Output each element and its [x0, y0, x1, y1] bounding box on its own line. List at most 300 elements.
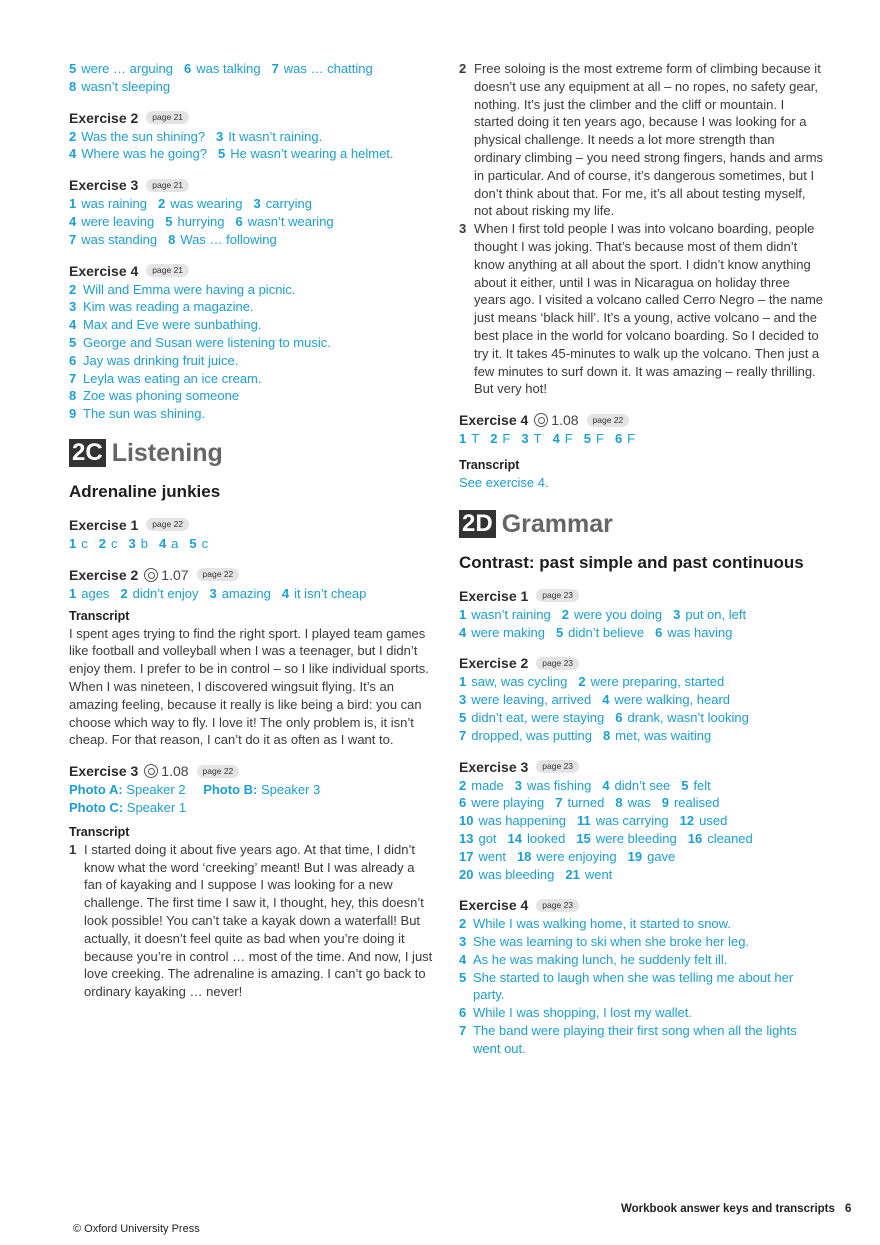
answer-number: 20 [459, 866, 474, 882]
answer-number: 6 [235, 213, 243, 229]
page-badge: page 23 [536, 657, 579, 670]
answer-item [459, 813, 566, 828]
answer-item [459, 849, 506, 864]
answer-text: was fishing [527, 777, 592, 793]
photo-c-label: Photo C: [69, 799, 124, 815]
answer-line [69, 535, 434, 553]
answer-item [128, 536, 147, 551]
exercise-heading [459, 757, 824, 777]
answer-item [69, 146, 207, 161]
answer-number: 5 [69, 61, 77, 76]
answer-number: 6 [184, 61, 192, 76]
answer-text: was wearing [170, 196, 243, 212]
answer-lines [459, 430, 824, 448]
answer-item [459, 710, 604, 725]
section-badge: 2C [69, 439, 106, 467]
answer-text: drank, wasn’t looking [627, 709, 749, 725]
answer-number: 4 [459, 951, 467, 967]
answer-text: was carrying [595, 813, 669, 829]
answer-number: 3 [673, 606, 681, 622]
answer-number: 4 [158, 535, 167, 551]
exercise-title: Exercise 2 [69, 109, 139, 126]
answer-number: 1 [459, 431, 467, 447]
list-item [459, 1022, 824, 1058]
answer-number: 6 [614, 431, 623, 447]
answer-line [69, 78, 434, 96]
answer-text: F [595, 431, 604, 447]
answer-item [673, 607, 746, 622]
answer-text: As he was making lunch, he suddenly felt ill. [473, 951, 728, 967]
paragraph-text: When I first told people I was into volcano boarding, people thought I was joking. That’s because most of them didn’t know anything at all about the sport. I didn’t know anything about it either, until I was in Nicaragua on holiday three years ago. I visited a volcano called Cerro Negro – the name just means ‘black hill’. It’s a young, active volcano – and the best place in the world for volcano boarding. So I decided to try it. It takes 45-minutes to walk up the volcano. Then just a few minutes to surf down it. It was amazing – really thrilling. But very hot! [474, 221, 824, 397]
answer-item [69, 129, 205, 144]
answer-lines [459, 606, 824, 642]
answer-item [189, 536, 208, 551]
answer-number: 1 [69, 535, 77, 551]
exercise-title: Exercise 2 [69, 566, 139, 583]
section-title: Listening [111, 438, 223, 467]
answer-item [688, 831, 753, 846]
answer-lines [69, 128, 434, 164]
exercise-heading [459, 410, 824, 430]
answer-text: looked [527, 830, 566, 846]
answer-text: Will and Emma were having a picnic. [83, 281, 296, 297]
answer-number: 5 [189, 535, 197, 551]
answer-number: 4 [69, 146, 77, 162]
answer-number: 3 [209, 585, 217, 601]
answer-item [555, 795, 604, 810]
transcript-heading: Transcript [69, 824, 130, 839]
answer-item [459, 778, 504, 793]
answer-number: 4 [459, 624, 467, 640]
answer-item [556, 625, 644, 640]
answer-line [459, 794, 824, 812]
answer-lines [69, 195, 434, 248]
answer-list [69, 281, 434, 423]
paragraph-number: 2 [459, 61, 467, 76]
answer-item [69, 61, 173, 76]
answer-text: Was the sun shining? [81, 128, 206, 144]
answer-text: While I was shopping, I lost my wallet. [473, 1005, 692, 1021]
page-badge: page 21 [146, 111, 189, 124]
answer-text: She started to laugh when she was telling me about her party. [473, 969, 794, 1003]
answer-line [459, 727, 824, 745]
answer-text: It wasn’t raining. [228, 128, 323, 144]
answer-item [602, 692, 730, 707]
exercise-2-block [69, 108, 434, 164]
answer-number: 1 [69, 196, 77, 212]
answer-line [69, 585, 434, 603]
answer-line [69, 145, 434, 163]
answer-lines [69, 585, 434, 603]
answer-line [459, 606, 824, 624]
answer-number: 3 [128, 535, 136, 551]
answer-text: were bleeding [595, 830, 677, 846]
answer-item [565, 867, 612, 882]
answer-line [459, 624, 824, 642]
answer-line [459, 673, 824, 691]
answer-line [459, 830, 824, 848]
answer-line [69, 213, 434, 231]
answer-text: c [201, 535, 209, 551]
exercise-heading [459, 586, 824, 606]
answer-number: 7 [69, 231, 77, 247]
answer-number: 9 [661, 795, 669, 811]
answer-text: put on, left [685, 606, 747, 622]
answer-number: 2 [459, 916, 467, 932]
grammar-exercise-1-block [459, 586, 824, 642]
exercise-title: Exercise 2 [459, 655, 529, 672]
listening-exercise-3-block [69, 761, 434, 1001]
answer-line [459, 866, 824, 884]
answer-item [99, 536, 118, 551]
grammar-exercise-4-block [459, 895, 824, 1057]
answer-text: hurrying [177, 213, 225, 229]
answer-number: 6 [459, 795, 467, 811]
answer-text: was happening [478, 813, 566, 829]
grammar-exercise-2-block [459, 653, 824, 744]
audio-track [144, 761, 188, 781]
answer-text: went [478, 848, 506, 864]
answer-item [459, 867, 554, 882]
answer-item [508, 831, 566, 846]
answer-number: 6 [615, 709, 623, 725]
answer-number: 1 [459, 606, 467, 622]
answer-text: wasn’t raining [471, 606, 551, 622]
answer-item [553, 431, 573, 446]
answer-number: 4 [602, 777, 610, 793]
exercise-heading [69, 515, 434, 535]
answer-number: 19 [627, 848, 643, 864]
answer-item [603, 728, 711, 743]
copyright: © Oxford University Press [73, 1223, 200, 1235]
answer-number: 2 [578, 674, 586, 690]
answer-text: were making [471, 624, 545, 640]
answer-number: 8 [602, 727, 611, 743]
list-item [69, 298, 434, 316]
answer-text: got [478, 830, 497, 846]
audio-track-number: 1.07 [161, 566, 189, 583]
answer-text: were leaving, arrived [471, 692, 592, 708]
answer-text: saw, was cycling [471, 674, 568, 690]
answer-number: 15 [576, 830, 591, 846]
listening-exercise-4-block [459, 410, 824, 492]
answer-text: were you doing [573, 606, 663, 622]
answer-number: 2 [120, 585, 128, 601]
answer-number: 7 [555, 795, 563, 811]
answer-item [69, 79, 170, 94]
answer-number: 8 [615, 795, 623, 811]
answer-text: were playing [471, 795, 545, 811]
answer-number: 5 [459, 709, 467, 725]
answer-number: 2 [561, 606, 569, 622]
transcript-text: I spent ages trying to find the right sport. I played team games like football and volleyball when I was a teenager, but I didn’t enjoy them. I prefer to be in control – so I like individual sports. When I was nineteen, I discovered wingsuit flying. It’s an amazing feeling, because it really is like being a bird: you can choose which way to fly. I love it! The only problem is, it isn’t cheap. For that reason, I can’t do it as often as I want to. [69, 625, 429, 748]
left-column [69, 60, 434, 1013]
answer-number: 3 [216, 128, 224, 144]
answer-number: 4 [602, 692, 610, 708]
answer-item [69, 196, 147, 211]
answer-item [69, 232, 157, 247]
answer-item [218, 146, 394, 161]
exercise-heading [69, 261, 434, 281]
answer-line [459, 812, 824, 830]
answer-text: was bleeding [478, 866, 555, 882]
answer-item [521, 431, 541, 446]
answer-line [459, 691, 824, 709]
answer-text: gave [647, 848, 676, 864]
answer-text: The band were playing their first song when all the lights went out. [473, 1023, 797, 1056]
answer-item [459, 795, 544, 810]
answer-text: Max and Eve were sunbathing. [83, 317, 262, 333]
answer-item [120, 586, 198, 601]
answer-number: 5 [217, 146, 226, 162]
exercise-1-answers-continued [69, 60, 434, 96]
section-heading-2c [69, 439, 434, 467]
answer-number: 7 [69, 370, 77, 386]
answer-number: 5 [459, 969, 467, 985]
answer-text: a [171, 535, 179, 551]
paragraph-text: I started doing it about five years ago. At that time, I didn’t know what the word ‘creeking’ meant! But I was already a fan of kayaking and I suppose I was looking for a new challenge. The first time I saw it, I thought, hey, this doesn’t look possible! You can’t take a kayak down a waterfall! But actually, it doesn’t feel quite as bad when you’re doing it because you’re in control … most of the time. And now, I just love creeking. The adrenaline is amazing. I can’t go back to ordinary kayaking … never! [84, 841, 433, 1000]
photo-answers-line [69, 781, 434, 799]
footer-title: Workbook answer keys and transcripts [621, 1203, 835, 1215]
answer-number: 3 [69, 299, 77, 315]
page-badge: page 23 [536, 760, 579, 773]
answer-text: didn’t eat, were staying [471, 709, 605, 725]
answer-item [515, 778, 592, 793]
audio-track [534, 410, 578, 430]
answer-text: c [110, 535, 118, 551]
answer-item [517, 849, 617, 864]
answer-item [209, 586, 270, 601]
exercise-title: Exercise 3 [69, 177, 139, 194]
answer-text: were … arguing [81, 61, 174, 76]
answer-lines [459, 673, 824, 744]
answer-text: cleaned [707, 830, 753, 846]
exercise-heading [459, 895, 824, 915]
answer-text: carrying [265, 196, 312, 212]
exercise-heading [69, 175, 434, 195]
paragraph-text: Free soloing is the most extreme form of climbing because it doesn’t use any equipment at all – no ropes, no safety gear, nothing. It’s just the climber and the cliff or mountain. I started doing it ten years ago, because I was looking for a physical challenge. It needs a lot more strength than ordinary climbing – you need strong fingers, hands and arms in particular. And of course, it’s dangerous sometimes, but I don’t think about that. For me, it’s all about testing myself, not about risking my life. [474, 61, 824, 219]
page-number: 6 [845, 1203, 852, 1215]
answer-text: was talking [196, 61, 261, 76]
answer-text: went [584, 866, 613, 882]
list-item [69, 370, 434, 388]
answer-item [282, 586, 367, 601]
answer-line [69, 231, 434, 249]
answer-item [272, 61, 373, 76]
page-badge: page 22 [587, 414, 630, 427]
answer-item [578, 674, 724, 689]
answer-text: wasn’t wearing [247, 213, 334, 229]
answer-text: Leyla was eating an ice cream. [83, 370, 262, 386]
answer-number: 1 [459, 674, 467, 690]
answer-item [69, 214, 154, 229]
answer-number: 2 [69, 128, 77, 144]
answer-item [584, 431, 604, 446]
answer-number: 3 [514, 777, 522, 793]
answer-item [459, 674, 567, 689]
answer-text: T [471, 431, 480, 447]
answer-line [459, 848, 824, 866]
answer-text: didn’t enjoy [132, 585, 199, 601]
page-badge: page 23 [536, 899, 579, 912]
page-badge: page 23 [536, 589, 579, 602]
audio-track-number: 1.08 [551, 412, 579, 429]
answer-item [680, 813, 728, 828]
answer-text: The sun was shining. [83, 406, 206, 422]
photo-a-answer: Speaker 2 [126, 782, 186, 798]
answer-item [628, 849, 676, 864]
answer-number: 2 [69, 281, 77, 297]
answer-item [576, 831, 676, 846]
answer-lines [69, 535, 434, 553]
answer-text: Jay was drinking fruit juice. [83, 352, 239, 368]
answer-line [69, 60, 434, 78]
answer-number: 2 [459, 777, 467, 793]
page-badge: page 22 [146, 518, 189, 531]
answer-item [459, 431, 479, 446]
answer-number: 16 [687, 830, 703, 846]
answer-text: met, was waiting [615, 727, 712, 743]
answer-text: realised [673, 795, 720, 811]
answer-text: were walking, heard [614, 692, 731, 708]
answer-number: 6 [69, 352, 77, 368]
list-item [69, 405, 434, 423]
answer-line [459, 777, 824, 795]
answer-item [216, 129, 322, 144]
answer-text: George and Susan were listening to music. [83, 334, 331, 350]
audio-track [144, 565, 188, 585]
answer-text: dropped, was putting [471, 727, 592, 743]
answer-item [577, 813, 669, 828]
answer-item [655, 625, 732, 640]
answer-item [459, 692, 591, 707]
answer-text: didn’t believe [568, 624, 645, 640]
page-badge: page 22 [197, 765, 240, 778]
list-item [69, 316, 434, 334]
answer-number: 4 [552, 431, 560, 447]
answer-item [615, 795, 650, 810]
exercise-title: Exercise 1 [69, 516, 139, 533]
answer-item [235, 214, 333, 229]
page-badge: page 22 [197, 568, 240, 581]
exercise-heading [69, 565, 434, 585]
answer-number: 6 [655, 624, 663, 640]
answer-item [615, 431, 635, 446]
cd-audio-icon [534, 413, 548, 427]
answer-text: F [564, 431, 573, 447]
answer-line [69, 128, 434, 146]
answer-text: felt [693, 777, 711, 793]
answer-text: She was learning to ski when she broke her leg. [473, 934, 750, 950]
answer-text: it isn’t cheap [294, 585, 367, 601]
answer-number: 10 [459, 813, 474, 829]
exercise-title: Exercise 1 [459, 587, 529, 604]
transcript-paragraph [459, 220, 824, 398]
audio-track-number: 1.08 [161, 763, 189, 780]
paragraph-number: 1 [69, 841, 77, 857]
answer-number: 4 [69, 213, 77, 229]
section-subtitle: Adrenaline junkies [69, 481, 221, 501]
answer-line [459, 430, 824, 448]
answer-text: F [627, 431, 636, 447]
answer-number: 14 [507, 830, 523, 846]
transcript-paragraph [69, 841, 434, 1001]
answer-text: were preparing, started [590, 674, 725, 690]
answer-number: 5 [165, 213, 173, 229]
answer-item [459, 728, 592, 743]
paragraph-number: 3 [459, 221, 467, 237]
page-badge: page 21 [146, 179, 189, 192]
answer-text: Where was he going? [81, 146, 207, 162]
answer-item [602, 778, 670, 793]
answer-number: 4 [281, 585, 290, 601]
section-badge: 2D [459, 510, 496, 538]
answer-number: 8 [168, 231, 176, 247]
answer-text: Zoe was phoning someone [83, 388, 240, 404]
list-item [69, 387, 434, 405]
answer-number: 7 [459, 1023, 467, 1039]
answer-item [681, 778, 711, 793]
transcript-reference: See exercise 4. [459, 474, 549, 490]
cd-audio-icon [144, 764, 158, 778]
answer-number: 6 [459, 1005, 467, 1021]
section-title: Grammar [501, 509, 613, 538]
answer-number: 8 [69, 78, 77, 94]
answer-number: 2 [490, 431, 498, 447]
answer-number: 5 [583, 431, 591, 447]
answer-text: was having [667, 624, 733, 640]
answer-text: turned [567, 795, 605, 811]
answer-text: used [699, 813, 728, 829]
exercise-3-block [69, 175, 434, 248]
exercise-title: Exercise 3 [459, 758, 529, 775]
answer-line [69, 195, 434, 213]
exercise-title: Exercise 4 [459, 897, 529, 914]
transcript-heading: Transcript [459, 457, 520, 472]
answer-number: 5 [681, 777, 689, 793]
list-item [459, 951, 824, 969]
list-item [69, 334, 434, 352]
answer-text: was standing [81, 231, 158, 247]
answer-text: was … chatting [283, 61, 373, 76]
answer-text: Was … following [180, 231, 277, 247]
photo-answers-line [69, 799, 434, 817]
answer-number: 3 [521, 431, 529, 447]
answer-text: was [627, 795, 651, 811]
answer-text: F [502, 431, 511, 447]
answer-text: made [471, 777, 504, 793]
answer-number: 21 [565, 866, 580, 882]
section-subtitle: Contrast: past simple and past continuous [459, 552, 804, 572]
answer-item [184, 61, 261, 76]
answer-item [459, 625, 545, 640]
exercise-title: Exercise 4 [69, 262, 139, 279]
answer-number: 4 [69, 317, 77, 333]
answer-number: 17 [459, 848, 474, 864]
grammar-exercise-3-block [459, 757, 824, 884]
answer-number: 9 [69, 406, 77, 422]
answer-number: 18 [516, 848, 532, 864]
answer-item [562, 607, 662, 622]
answer-item [69, 536, 88, 551]
listening-exercise-2-block [69, 565, 434, 749]
list-item [459, 1004, 824, 1022]
transcript-heading: Transcript [69, 608, 130, 623]
photo-b-answer: Speaker 3 [260, 782, 321, 798]
answer-item [662, 795, 720, 810]
exercise-heading [459, 653, 824, 673]
photo-c-answer: Speaker 1 [126, 799, 187, 815]
